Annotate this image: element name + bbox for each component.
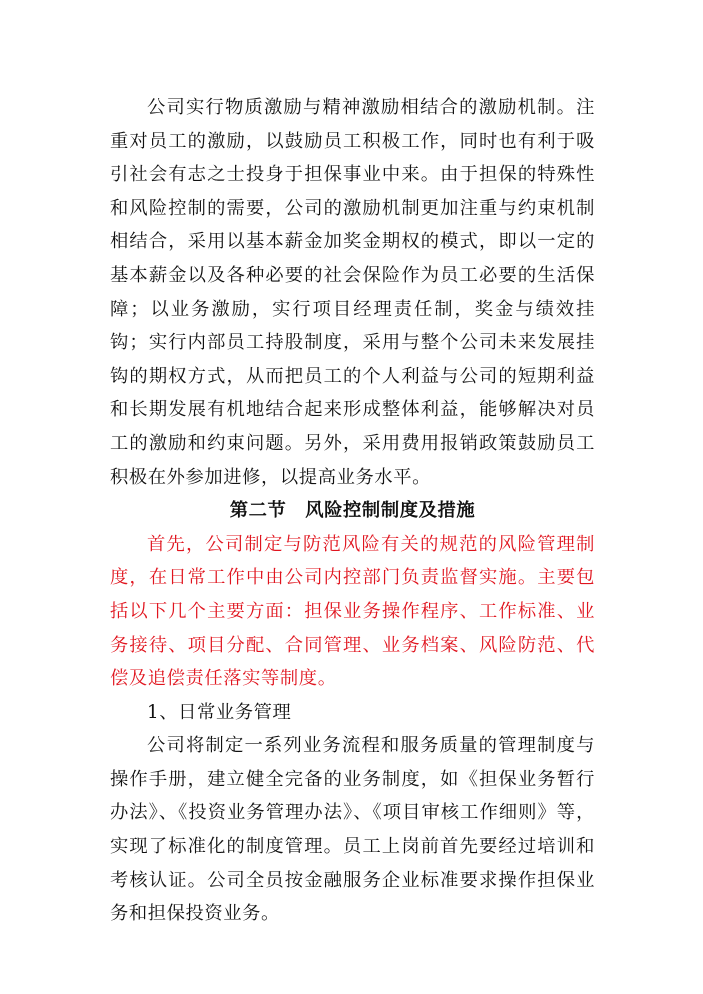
document-body bbox=[110, 91, 595, 931]
section-title: 第二节 风险控制制度及措施 bbox=[229, 500, 476, 522]
paragraph-risk-management-system: 首先，公司制定与防范风险有关的规范的风险管理制度，在日常工作中由公司内控部门负责监督实施。主要包括以下几个主要方面：担保业务操作程序、工作标准、业务接待、项目分配、合同管理、业务档案、风险防范、代偿及追偿责任落实等制度。 bbox=[110, 533, 595, 690]
paragraph-incentive-mechanism: 公司实行物质激励与精神激励相结合的激励机制。注重对员工的激励，以鼓励员工积极工作，同时也有利于吸引社会有志之士投身于担保事业中来。由于担保的特殊性和风险控制的需要，公司的激励机制更加注重与约束机制相结合，采用以基本薪金加奖金期权的模式，即以一定的基本薪金以及各种必要的社会保险作为员工必要的生活保障；以业务激励，实行项目经理责任制，奖金与绩效挂钩；实行内部员工持股制度，采用与整个公司未来发展挂钩的期权方式，从而把员工的个人利益与公司的短期利益和长期发展有机地结合起来形成整体利益，能够解决对员工的激励和约束问题。另外，采用费用报销政策鼓励员工积极在外参加进修，以提高业务水平。 bbox=[110, 97, 595, 488]
paragraph-business-procedures: 公司将制定一系列业务流程和服务质量的管理制度与操作手册，建立健全完备的业务制度，如《担保业务暂行办法》、《投资业务管理办法》、《项目审核工作细则》等，实现了标准化的制度管理。员工上岗前首先要经过培训和考核认证。公司全员按金融服务企业标准要求操作担保业务和担保投资业务。 bbox=[110, 735, 595, 925]
subheading-daily-business-management: 1、日常业务管理 bbox=[147, 701, 292, 723]
